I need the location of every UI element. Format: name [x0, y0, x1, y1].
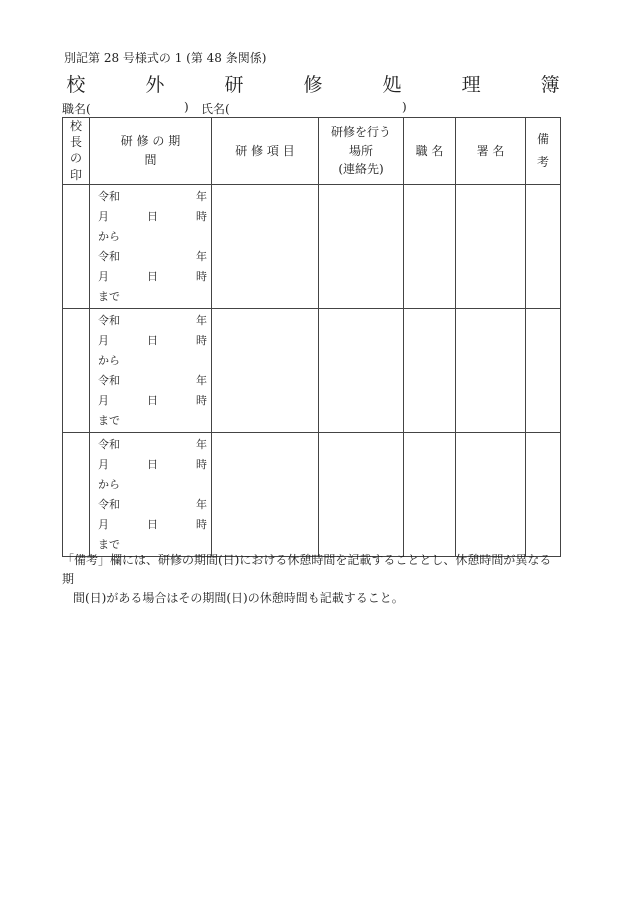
header-training-period-line1: 研 修 の 期	[120, 134, 181, 149]
day-label: 日	[147, 518, 158, 532]
document-title: 校 外 研 修 処 理 簿	[66, 74, 587, 96]
remarks-note-line1: 「備考」欄には、研修の期間(日)における休憩時間を記載することとし、休憩時間が異なる期	[62, 553, 552, 586]
name-label: 氏名(	[201, 102, 230, 116]
year-label: 年	[196, 374, 207, 388]
era-label: 令和	[98, 374, 120, 388]
hour-label: 時	[196, 458, 207, 472]
training-item-cell[interactable]	[212, 185, 319, 309]
remarks-cell[interactable]	[526, 433, 561, 557]
signature-cell[interactable]	[456, 433, 526, 557]
header-training-location-line1: 研修を行う	[330, 125, 391, 140]
era-label: 令和	[98, 314, 120, 328]
remarks-cell[interactable]	[526, 309, 561, 433]
remarks-note	[62, 551, 562, 608]
training-location-cell[interactable]	[319, 309, 404, 433]
training-location-cell[interactable]	[319, 185, 404, 309]
header-training-location-line3: (連絡先)	[338, 162, 384, 177]
header-signature-label: 署 名	[476, 143, 505, 158]
header-principal-seal-char: 校	[69, 119, 82, 133]
year-label: 年	[196, 250, 207, 264]
from-label: から	[98, 230, 120, 244]
header-training-location	[319, 118, 404, 185]
position-cell[interactable]	[404, 433, 456, 557]
header-principal-seal-char: の	[69, 151, 82, 166]
month-label: 月	[98, 210, 109, 224]
table-row	[63, 185, 561, 309]
name-close-paren: )	[402, 100, 407, 114]
table-row	[63, 433, 561, 557]
header-training-period	[90, 118, 212, 185]
position-cell[interactable]	[404, 185, 456, 309]
training-register-table	[62, 117, 561, 557]
era-label: 令和	[98, 250, 120, 264]
header-training-item	[212, 118, 319, 185]
month-label: 月	[98, 394, 109, 408]
year-label: 年	[196, 190, 207, 204]
training-period-cell[interactable]	[90, 309, 212, 433]
header-row	[63, 118, 561, 185]
principal-seal-cell[interactable]	[63, 309, 90, 433]
day-label: 日	[147, 270, 158, 284]
header-position-label: 職 名	[415, 143, 444, 158]
principal-seal-cell[interactable]	[63, 433, 90, 557]
from-label: から	[98, 478, 120, 492]
training-item-cell[interactable]	[212, 309, 319, 433]
era-label: 令和	[98, 498, 120, 512]
signature-cell[interactable]	[456, 185, 526, 309]
year-label: 年	[196, 498, 207, 512]
signature-cell[interactable]	[456, 309, 526, 433]
header-principal-seal-char: 長	[69, 135, 82, 150]
header-principal-seal	[63, 118, 90, 185]
hour-label: 時	[196, 334, 207, 348]
principal-seal-cell[interactable]	[63, 185, 90, 309]
until-label: まで	[98, 538, 120, 552]
header-training-period-line2: 間	[144, 153, 157, 168]
day-label: 日	[147, 394, 158, 408]
training-item-cell[interactable]	[212, 433, 319, 557]
month-label: 月	[98, 334, 109, 348]
training-period-cell[interactable]	[90, 433, 212, 557]
era-label: 令和	[98, 190, 120, 204]
header-training-item-label: 研 修 項 目	[235, 143, 295, 158]
training-period-cell[interactable]	[90, 185, 212, 309]
remarks-cell[interactable]	[526, 185, 561, 309]
month-label: 月	[98, 458, 109, 472]
hour-label: 時	[196, 210, 207, 224]
month-label: 月	[98, 518, 109, 532]
header-remarks-char: 考	[536, 155, 549, 170]
position-label: 職名(	[62, 102, 91, 116]
header-remarks	[526, 118, 561, 185]
year-label: 年	[196, 438, 207, 452]
position-close-paren: )	[184, 100, 189, 114]
header-remarks-char: 備	[536, 132, 549, 147]
until-label: まで	[98, 290, 120, 304]
day-label: 日	[147, 458, 158, 472]
remarks-note-line2: 間(日)がある場合はその期間(日)の休憩時間も記載すること。	[73, 591, 404, 605]
header-position	[404, 118, 456, 185]
year-label: 年	[196, 314, 207, 328]
form-reference: 別記第 28 号様式の 1 (第 48 条関係)	[64, 51, 267, 65]
header-principal-seal-char: 印	[69, 167, 82, 182]
header-training-location-line2: 場所	[348, 143, 373, 158]
training-location-cell[interactable]	[319, 433, 404, 557]
day-label: 日	[147, 210, 158, 224]
from-label: から	[98, 354, 120, 368]
until-label: まで	[98, 414, 120, 428]
hour-label: 時	[196, 394, 207, 408]
day-label: 日	[147, 334, 158, 348]
position-cell[interactable]	[404, 309, 456, 433]
table-row	[63, 309, 561, 433]
month-label: 月	[98, 270, 109, 284]
hour-label: 時	[196, 518, 207, 532]
header-signature	[456, 118, 526, 185]
hour-label: 時	[196, 270, 207, 284]
era-label: 令和	[98, 438, 120, 452]
